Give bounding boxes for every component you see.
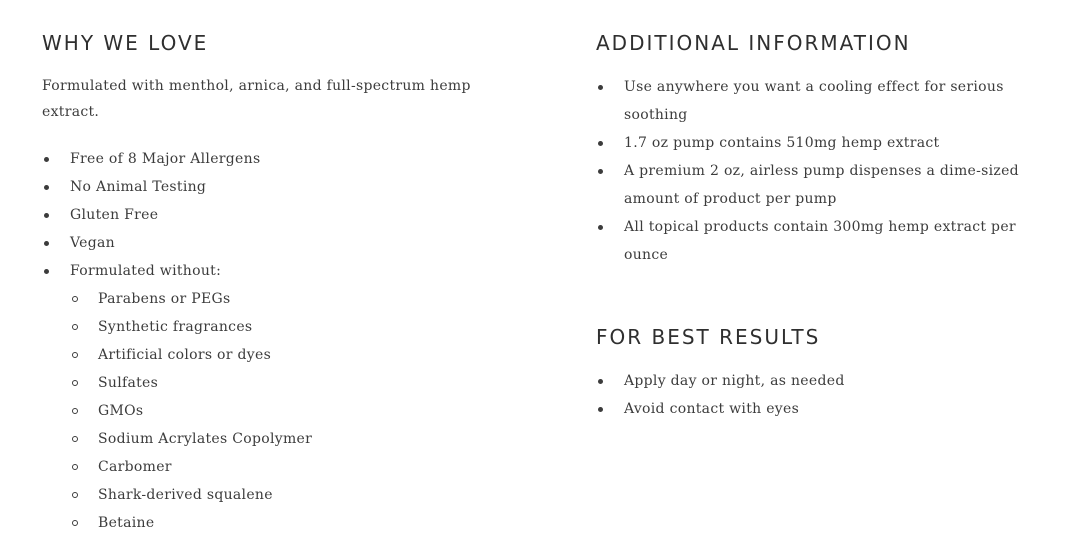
sub-list-item: Sulfates xyxy=(70,369,512,397)
list-item: Gluten Free xyxy=(42,201,512,229)
formulated-without-container xyxy=(42,285,512,537)
why-we-love-heading: WHY WE LOVE xyxy=(42,31,209,55)
additional-information-heading: ADDITIONAL INFORMATION xyxy=(596,31,911,55)
list-item: Use anywhere you want a cooling effect for serious soothing xyxy=(596,73,1046,129)
list-item: 1.7 oz pump contains 510mg hemp extract xyxy=(596,129,1046,157)
sub-list-item: Synthetic fragrances xyxy=(70,313,512,341)
list-item: Vegan xyxy=(42,229,512,257)
why-we-love-list xyxy=(42,145,512,537)
list-item: Free of 8 Major Allergens xyxy=(42,145,512,173)
list-item: No Animal Testing xyxy=(42,173,512,201)
sub-list-item: Shark-derived squalene xyxy=(70,481,512,509)
additional-information-list xyxy=(596,73,1046,269)
for-best-results-list xyxy=(596,367,1046,423)
sub-list-item: Betaine xyxy=(70,509,512,537)
sub-list-item: Parabens or PEGs xyxy=(70,285,512,313)
list-item: All topical products contain 300mg hemp extract per ounce xyxy=(596,213,1046,269)
sub-list-item: GMOs xyxy=(70,397,512,425)
list-item-formulated-without xyxy=(42,257,512,285)
list-item-label: Formulated without: xyxy=(70,263,222,279)
why-we-love-intro: Formulated with menthol, arnica, and full-spectrum hemp extract. xyxy=(42,78,471,120)
sub-list-item: Sodium Acrylates Copolymer xyxy=(70,425,512,453)
list-item: A premium 2 oz, airless pump dispenses a dime-sized amount of product per pump xyxy=(596,157,1046,213)
sub-list-item: Carbomer xyxy=(70,453,512,481)
list-item: Apply day or night, as needed xyxy=(596,367,1046,395)
list-item: Avoid contact with eyes xyxy=(596,395,1046,423)
formulated-without-list xyxy=(42,285,512,537)
sub-list-item: Artificial colors or dyes xyxy=(70,341,512,369)
for-best-results-heading: FOR BEST RESULTS xyxy=(596,325,821,349)
